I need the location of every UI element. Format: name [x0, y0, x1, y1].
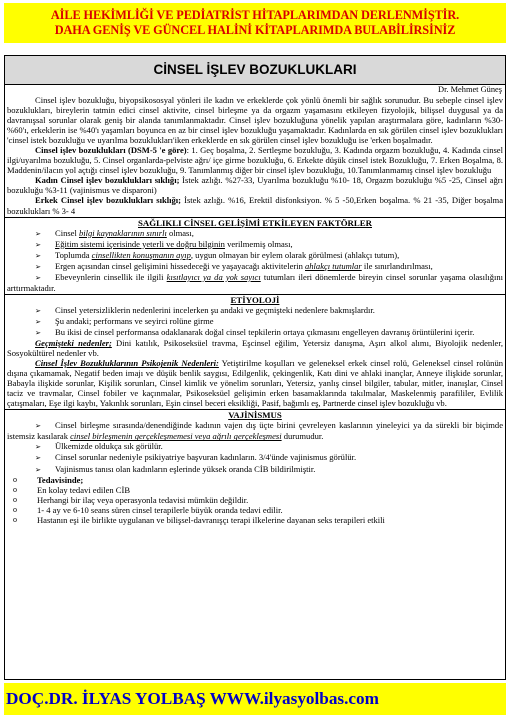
list-item: ➢ Şu andaki; performans ve seyirci rolüne girme	[7, 316, 503, 327]
author-name: Dr. Mehmet Güneş	[438, 85, 502, 94]
list-item: ➢ Cinsel bilgi kaynaklarının sınırlı olması,	[7, 228, 503, 239]
dsm-text: : 1. Geç boşalma, 2. Sertleşme bozukluğu, 3. Kadında orgazm bozukluğu, 4. Kadında cinsel ilgi/uyarılma bozukluğu, 5. Cinsel organlarda-pelviste ağrı/ içe girme bozukluğu, 6. Erkekte düşük cinsel istek Bozukluğu, 7. Erken Boşalma, 8. Maddenin/ilacın yol açtığı cinsel işlev bozukluğu, 9. Tanımlanmış diğer bir cinsel işlev bozukluğu, 10.Tanımlanmamış cinsel işlev bozukluğu	[7, 145, 503, 176]
dsm-label: Cinsel işlev bozuklukları (DSM-5 'e göre)	[35, 145, 187, 156]
intro-section	[5, 95, 505, 216]
treatment-list	[7, 475, 503, 525]
list-item: ➢ Toplumda cinsellikten konuşmanın ayıp, uygun olmayan bir eylem olarak görülmesi (ahlakçı tutum),	[7, 250, 503, 261]
intro-paragraph: Cinsel işlev bozukluğu, biyopsikososyal yönleri ile kadın ve erkeklerde çok yönlü önemli bir sağlık sorunudur. Bu sebeple cinsel işlev bozuklukları, bireylerin tatmin edici cinsel aktivite, cinsel birleşme ya da orgazm yaşamasını etkileyen fizyolojik, bilişsel duygusal ya da davranışsal sorunlar olarak geniş bir alanda tanımlanmaktadır. Cinsel işlev bozukluğuna yönelik yapılan araştırmalara göre, kadınların %30-%60'ı, erkeklerin ise %40'ı yaşamları boyunca en az bir cinsel işlev bozukluğu yaşamaktadır. Kadınlarda en sık görülen cinsel işlev bozuklukları 'cinsel istek bozukluğu ve uyarılma bozuklukları'iken erkeklerde en sık görülen cinsel işlev bozukluğu ise 'erken boşalmadır.	[7, 95, 503, 146]
circle-marker-icon: o	[13, 484, 17, 494]
etiology-section	[5, 305, 505, 408]
vaginismus-section	[5, 420, 505, 524]
circle-marker-icon: o	[13, 504, 17, 514]
list-item: ➢ Eğitim sistemi içerisinde yeterli ve doğru bilginin verilmemiş olması,	[7, 239, 503, 250]
past-causes-label: Geçmişteki nedenler;	[35, 337, 112, 348]
arrow-bullet-icon: ➢	[35, 316, 42, 326]
past-causes-paragraph: Geçmişteki nedenler; Dini katılık, Psikoseksüel travma, Eşcinsel eğilim, Yetersiz danışma, Aşırı alkol alımı, Biyolojik nedenler, Sosyokültürel nedenler vb.	[7, 337, 503, 359]
psychogenic-label: Cinsel İşlev Bozukluklarının Psikojenik Nedenleri:	[35, 358, 219, 369]
dsm-paragraph	[7, 145, 503, 175]
female-label: Kadın Cinsel işlev bozuklukları sıklığı;	[35, 175, 180, 186]
arrow-bullet-icon: ➢	[35, 464, 42, 474]
arrow-bullet-icon: ➢	[35, 228, 42, 238]
arrow-bullet-icon: ➢	[35, 272, 42, 282]
list-item: ➢ Cinsel sorunlar nedeniyle psikiyatriye başvuran kadınların. 3/4'ünde vajinismus görülür.	[7, 452, 503, 463]
arrow-bullet-icon: ➢	[35, 250, 42, 260]
list-item: o 1- 4 ay ve 6-10 seans süren cinsel terapilerle büyük oranda tedavi edilir.	[7, 505, 503, 515]
list-item: o Herhangi bir ilaç veya operasyonla tedavisi mümkün değildir.	[7, 495, 503, 505]
list-item: ➢ Ülkemizde oldukça sık görülür.	[7, 441, 503, 452]
list-item: ➢ Cinsel birleşme sırasında/denendiğinde kadının vajen dış üçte birini çevreleyen kaslarının yineleyici ya da sürekli bir biçimde istemsiz kasılarak cinsel birleşmenin gerçekleşmemesi veya ağrılı gerçekleşmesi durumudur.	[7, 420, 503, 442]
list-item: ➢ Ergen açısından cinsel gelişimini hissedeceği ve yaşayacağı aktivitelerin ahlakçı tutumlar ile sınırlandırılması,	[7, 261, 503, 272]
arrow-bullet-icon: ➢	[35, 305, 42, 315]
banner-line-1: AİLE HEKİMLİĞİ VE PEDİATRİST HİTAPLARIMDAN DERLENMİŞTİR.	[50, 8, 460, 22]
male-frequency-paragraph	[7, 195, 503, 215]
list-item: o Tedavisinde;	[7, 475, 503, 485]
female-text: İstek azlığı. %27-33, Uyarılma bozukluğu %10- 18, Orgazm bozukluğu %5 -25, Cinsel ağrı bozukluğu %3-11 (vajinismus ve disparoni)	[7, 175, 503, 196]
etiology-section-heading: ETİYOLOJİ	[5, 294, 505, 305]
arrow-bullet-icon: ➢	[35, 239, 42, 249]
list-item: ➢ Bu ikisi de cinsel performansa odaklanarak doğal cinsel tepkilerin ortaya çıkmasını engelleyen davranış örüntülerini içerir.	[7, 327, 503, 338]
arrow-bullet-icon: ➢	[35, 442, 42, 452]
banner-line-2: DAHA GENİŞ VE GÜNCEL HALİNİ KİTAPLARIMDA BULABİLİRSİNİZ	[54, 23, 456, 37]
arrow-bullet-icon: ➢	[35, 453, 42, 463]
female-frequency-paragraph	[7, 175, 503, 195]
footer-banner: DOÇ.DR. İLYAS YOLBAŞ WWW.ilyasyolbas.com	[4, 683, 506, 715]
psychogenic-causes-paragraph: Cinsel İşlev Bozukluklarının Psikojenik Nedenleri: Yetiştirilme koşulları ve geleneksel erkek cinsel rolü, Geleneksel cinsel rolünün dışına çıkamamak, Negatif beden imajı ve düşük benlik saygısı, Edilgenlik, çekingenlik, Katı dini ve ahlaki inançlar, Anneye ilişkide sorunlar, Babayla ilişkide sorunlar, Kişilik sorunları, Cinsel kimlik ve yönelim sorunları, Yetersiz, yanlış cinsel bilgiler, tabular, mitler, inanışlar, Cinsel taciz ve travmalar, Cinsel fobiler ve kaçınmalar, Psikoseksüel gelişimin erken basamaklarında takılmalar, Maskelenmiş parafililer, Evlilik çatışmaları, Eşe ilgi kaybı, Yakınlık sorunları, Eşin cinsel beceri eksikliği, Pasif, bağımlı eş, Partnerde cinsel işlev bozukluğu vb.	[7, 358, 503, 409]
arrow-bullet-icon: ➢	[35, 261, 42, 271]
list-item: ➢ Ebeveynlerin cinsellik ile ilgili kısıtlayıcı ya da yok sayıcı tutumları ileri dönemlerde bireyin cinsel sorunlar yaşama olasılığını arttırmaktadır.	[7, 271, 504, 293]
healthy-section-heading: SAĞLIKLI CİNSEL GELİŞİMİ ETKİLEYEN FAKTÖRLER	[5, 217, 505, 228]
circle-marker-icon: o	[13, 474, 17, 484]
circle-marker-icon: o	[13, 514, 17, 524]
male-text: İstek azlığı. %16, Erektil disfonksiyon. % 5 -50,Erken boşalma. % 21 -35, Diğer boşalma bozuklukları % 3- 4	[7, 195, 503, 216]
list-item: o En kolay tedavi edilen CİB	[7, 485, 503, 495]
arrow-bullet-icon: ➢	[35, 327, 42, 337]
vaginismus-section-heading: VAJİNİSMUS	[5, 409, 505, 420]
healthy-section	[5, 228, 505, 293]
list-item: o Hastanın eşi ile birlikte uygulanan ve bilişsel-davranışçı terapi ilkelerine dayanan seks terapileri etkili	[7, 515, 503, 525]
circle-marker-icon: o	[13, 494, 17, 504]
list-item: ➢ Cinsel yetersizliklerin nedenlerini incelerken şu andaki ve geçmişteki nedenlere bakmışlardır.	[7, 305, 503, 316]
arrow-bullet-icon: ➢	[35, 421, 42, 431]
header-banner	[4, 3, 506, 43]
list-item: ➢ Vajinismus tanısı olan kadınların eşlerinde yüksek oranda CİB bildirilmiştir.	[7, 464, 503, 475]
document-table	[4, 55, 506, 680]
male-label: Erkek Cinsel işlev bozuklukları sıklığı;	[35, 195, 181, 206]
document-title: CİNSEL İŞLEV BOZUKLUKLARI	[5, 56, 505, 85]
